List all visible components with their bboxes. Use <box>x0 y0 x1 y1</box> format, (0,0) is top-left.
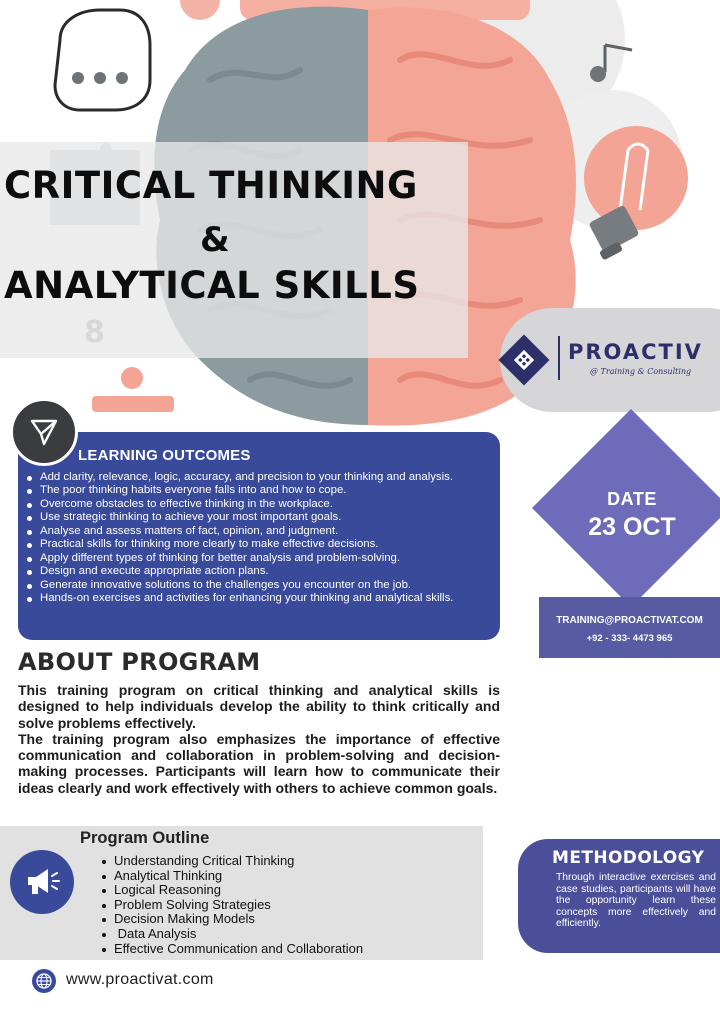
list-item: Effective Communication and Collaboration <box>100 942 363 957</box>
list-item: Use strategic thinking to achieve your most important goals. <box>24 511 492 524</box>
contact-box <box>539 597 720 658</box>
methodology-text: Through interactive exercises and case studies, participants will have the opportunity learn these concepts more effectively and efficiently. <box>556 872 716 929</box>
page-title-line-1: CRITICAL THINKING <box>4 164 418 207</box>
page-title-ampersand: & <box>200 220 230 260</box>
light-bulb-icon <box>584 126 688 261</box>
send-icon <box>29 417 59 447</box>
send-icon-badge <box>10 398 78 466</box>
megaphone-icon-badge <box>10 850 74 914</box>
about-heading: ABOUT PROGRAM <box>18 648 261 676</box>
proactiv-logo-icon <box>498 334 550 386</box>
program-outline-list <box>100 854 363 956</box>
date-value: 23 OCT <box>588 513 676 541</box>
list-item: Practical skills for thinking more clearly to make effective decisions. <box>24 538 492 551</box>
contact-phone[interactable]: +92 - 333- 4473 965 <box>586 633 673 644</box>
about-paragraph-2: The training program also emphasizes the importance of effective communication and collaboration in problem-solving and decision-making processes. Participants will learn how to communicate their ideas clearly and work effectively with others to achieve common goals. <box>18 730 500 796</box>
list-item: Apply different types of thinking for better analysis and problem-solving. <box>24 552 492 565</box>
list-item: Decision Making Models <box>100 912 363 927</box>
brand-divider <box>558 336 560 380</box>
brand-name: PROACTIV <box>568 340 703 364</box>
page-title-line-2: ANALYTICAL SKILLS <box>4 264 420 307</box>
list-item: Overcome obstacles to effective thinking in the workplace. <box>24 498 492 511</box>
list-item: Understanding Critical Thinking <box>100 854 363 869</box>
globe-icon <box>36 973 52 989</box>
list-item: Logical Reasoning <box>100 883 363 898</box>
list-item: Add clarity, relevance, logic, accuracy, and precision to your thinking and analysis. <box>24 471 492 484</box>
list-item: Analyse and assess matters of fact, opinion, and judgment. <box>24 525 492 538</box>
date-label: DATE <box>607 489 657 509</box>
about-paragraph-1: This training program on critical thinking and analytical skills is designed to help individuals develop the ability to think critically and solve problems effectively. <box>18 682 500 731</box>
learning-outcomes-title: LEARNING OUTCOMES <box>78 447 251 464</box>
learning-outcomes-list <box>24 471 492 606</box>
about-text <box>18 682 500 796</box>
website-link[interactable]: www.proactivat.com <box>66 971 214 988</box>
list-item: Hands-on exercises and activities for enhancing your thinking and analytical skills. <box>24 592 492 605</box>
list-item: Design and execute appropriate action plans. <box>24 565 492 578</box>
list-item: Problem Solving Strategies <box>100 898 363 913</box>
list-item: The poor thinking habits everyone falls into and how to cope. <box>24 484 492 497</box>
list-item: Analytical Thinking <box>100 869 363 884</box>
list-item: Generate innovative solutions to the challenges you encounter on the job. <box>24 579 492 592</box>
chat-bubble-icon <box>55 10 150 110</box>
globe-icon-badge <box>32 969 56 993</box>
program-outline-title: Program Outline <box>80 829 210 847</box>
methodology-title: METHODOLOGY <box>552 848 705 868</box>
megaphone-icon <box>24 866 60 898</box>
list-item: Data Analysis <box>100 927 363 942</box>
contact-email-link[interactable]: TRAINING@PROACTIVAT.COM <box>556 615 703 626</box>
brand-tagline: @ Training & Consulting <box>590 367 692 376</box>
